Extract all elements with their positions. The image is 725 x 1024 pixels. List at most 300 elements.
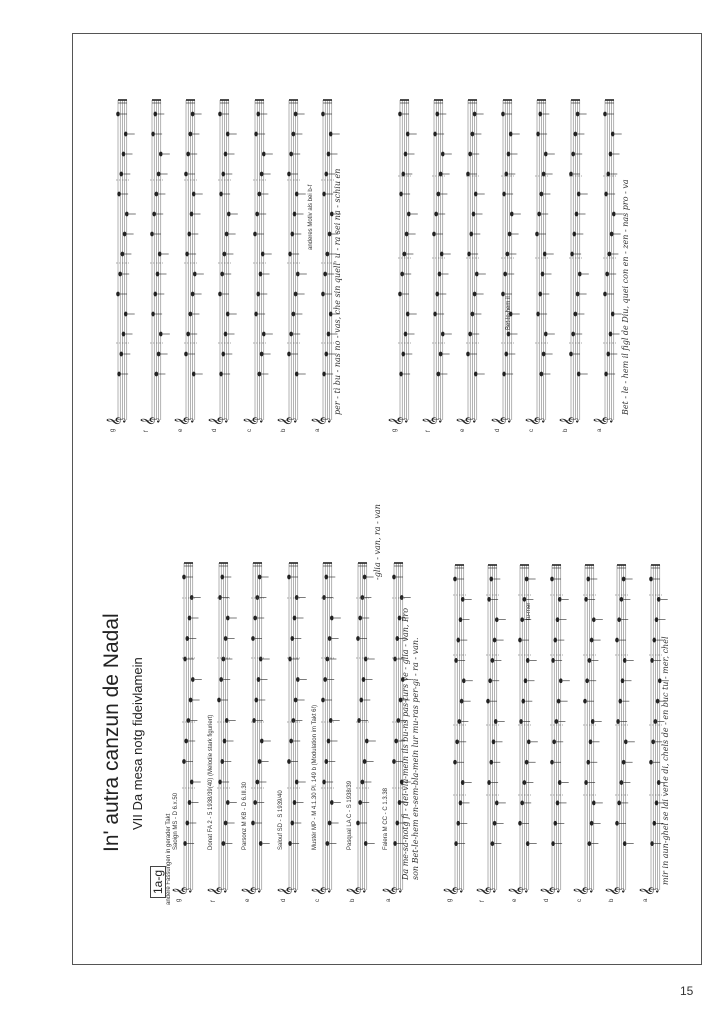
note-head [363, 575, 367, 580]
note-head [459, 801, 463, 806]
note-head [392, 759, 396, 764]
note-head [321, 698, 325, 703]
note-head [120, 352, 124, 357]
note-head [360, 698, 364, 703]
note-head [224, 821, 228, 826]
note-head [584, 597, 588, 602]
note-head [487, 780, 491, 785]
note-head [615, 638, 619, 643]
annotation: tu-mer [526, 602, 532, 620]
note-head [291, 821, 295, 826]
note-head [259, 841, 263, 846]
note-head [159, 152, 163, 157]
note-head [589, 739, 593, 744]
note-head [253, 232, 257, 237]
note-head [189, 132, 193, 137]
note-head [592, 617, 596, 622]
note-head [192, 372, 196, 377]
note-head [289, 332, 293, 337]
note-head [487, 597, 491, 602]
note-head [557, 699, 561, 704]
note-head [605, 272, 609, 277]
note-head [591, 719, 595, 724]
note-head [222, 352, 226, 357]
note-head [190, 780, 194, 785]
treble-clef-icon: 𝄞 [241, 886, 260, 896]
staff [559, 100, 589, 432]
note-head [157, 352, 161, 357]
voice-letter: a [597, 428, 603, 432]
note-head [539, 112, 543, 117]
treble-clef-icon: 𝄞 [207, 886, 226, 896]
note-head [218, 292, 222, 297]
note-head [436, 112, 440, 117]
note-head [657, 780, 661, 785]
note-head [611, 312, 615, 317]
note-head [295, 595, 299, 600]
note-head [125, 212, 129, 217]
treble-clef-icon: 𝄞 [243, 416, 262, 426]
note-head [590, 821, 594, 826]
voice-letter: g [447, 898, 453, 902]
note-head [615, 821, 619, 826]
note-head [588, 658, 592, 663]
note-head [558, 597, 562, 602]
note-head [221, 575, 225, 580]
note-head [569, 352, 573, 357]
note-head [219, 677, 223, 682]
staff [491, 100, 521, 432]
note-head [296, 677, 300, 682]
note-head [124, 132, 128, 137]
note-head [222, 657, 226, 662]
treble-clef-icon: 𝄞 [573, 886, 592, 896]
note-head [467, 252, 471, 257]
staff [243, 100, 273, 432]
voice-letter: b [281, 428, 287, 432]
note-head [124, 312, 128, 317]
note-head [551, 841, 555, 846]
system4 [388, 100, 623, 432]
lyric-line: Bet - le - hem il figl de Diu, quei con en - zen - nas pro - va [621, 179, 630, 415]
note-head [494, 719, 498, 724]
note-head [653, 821, 657, 826]
note-head [363, 759, 367, 764]
note-head [536, 312, 540, 317]
note-head [184, 352, 188, 357]
voice-letter: d [544, 898, 550, 902]
note-head [619, 699, 623, 704]
note-head [503, 272, 507, 277]
note-head [501, 112, 505, 117]
note-head [326, 252, 330, 257]
note-head [257, 292, 261, 297]
note-head [574, 312, 578, 317]
note-head [526, 658, 530, 663]
staff [422, 100, 452, 432]
note-head [524, 678, 528, 683]
voice-letter: e [512, 898, 518, 902]
staff [443, 565, 473, 902]
note-head [402, 352, 406, 357]
note-head [622, 577, 626, 582]
voice-letter: g [110, 428, 116, 432]
note-head [361, 595, 365, 600]
note-head [291, 232, 295, 237]
staff [456, 100, 486, 432]
note-head [294, 112, 298, 117]
staff [605, 565, 635, 902]
note-head [188, 232, 192, 237]
note-head [587, 760, 591, 765]
note-head [328, 232, 332, 237]
page-number: 15 [680, 984, 694, 998]
voice-source-label: Pasqual LA C - S 1938/39 [347, 780, 353, 850]
note-head [454, 658, 458, 663]
note-head [438, 272, 442, 277]
system3 [106, 100, 341, 432]
note-head [191, 677, 195, 682]
note-head [122, 152, 126, 157]
note-head [227, 212, 231, 217]
note-head [454, 841, 458, 846]
note-head [327, 739, 331, 744]
note-head [453, 760, 457, 765]
note-head [474, 372, 478, 377]
note-head [155, 192, 159, 197]
voice-letter: d [212, 428, 218, 432]
note-head [453, 577, 457, 582]
treble-clef-icon: 𝄞 [639, 886, 658, 896]
voice-letter: g [176, 898, 182, 902]
note-head [583, 699, 587, 704]
note-head [491, 658, 495, 663]
note-head [399, 192, 403, 197]
voice-letter: f [211, 900, 217, 902]
note-head [402, 172, 406, 177]
note-head [321, 292, 325, 297]
note-head [191, 112, 195, 117]
note-head [620, 780, 624, 785]
note-head [441, 152, 445, 157]
note-head [295, 192, 299, 197]
note-head [493, 638, 497, 643]
note-head [295, 372, 299, 377]
treble-clef-icon: 𝄞 [208, 416, 227, 426]
note-head [473, 112, 477, 117]
note-head [330, 800, 334, 805]
note-head [120, 172, 124, 177]
note-head [289, 152, 293, 157]
note-head [399, 372, 403, 377]
voice-source-label: Donat FA 2 - 5 1938/39(40) (Melodie stark figuriert) [208, 714, 214, 850]
note-head [617, 617, 621, 622]
treble-clef-icon: 𝄞 [508, 886, 527, 896]
voice-letter: a [643, 898, 649, 902]
voice-letter: f [426, 430, 432, 432]
note-head [617, 801, 621, 806]
note-head [393, 841, 397, 846]
note-head [542, 172, 546, 177]
note-head [537, 212, 541, 217]
note-head [254, 312, 258, 317]
note-head [224, 332, 228, 337]
note-head [461, 597, 465, 602]
note-head [218, 112, 222, 117]
note-head [288, 841, 292, 846]
note-head [588, 841, 592, 846]
note-head [393, 657, 397, 662]
note-head [121, 252, 125, 257]
staff [593, 100, 623, 432]
note-head [623, 841, 627, 846]
staff [540, 565, 570, 902]
note-head [262, 152, 266, 157]
note-head [323, 272, 327, 277]
note-head [256, 780, 260, 785]
note-head [222, 841, 226, 846]
note-head [406, 132, 410, 137]
note-head [254, 132, 258, 137]
note-head [468, 332, 472, 337]
note-head [260, 739, 264, 744]
note-head [544, 332, 548, 337]
staff [208, 100, 238, 432]
note-head [404, 332, 408, 337]
note-head [508, 232, 512, 237]
note-head [118, 272, 122, 277]
voice-letter: f [480, 900, 486, 902]
note-head [609, 332, 613, 337]
note-head [610, 232, 614, 237]
note-head [621, 678, 625, 683]
note-head [184, 739, 188, 744]
note-head [461, 780, 465, 785]
note-head [405, 232, 409, 237]
note-head [219, 372, 223, 377]
voice-letter: c [577, 899, 583, 902]
note-head [592, 801, 596, 806]
note-head [505, 172, 509, 177]
note-head [182, 575, 186, 580]
note-head [158, 252, 162, 257]
note-head [518, 638, 522, 643]
note-head [523, 780, 527, 785]
note-head [506, 252, 510, 257]
treble-clef-icon: 𝄞 [311, 416, 330, 426]
voice-letter: d [495, 428, 501, 432]
note-head [189, 698, 193, 703]
note-head [325, 759, 329, 764]
treble-clef-icon: 𝄞 [540, 886, 559, 896]
note-head [550, 577, 554, 582]
note-head [472, 212, 476, 217]
note-head [404, 152, 408, 157]
note-head [293, 800, 297, 805]
note-head [584, 780, 588, 785]
note-head [510, 212, 514, 217]
note-head [186, 332, 190, 337]
treble-clef-icon: 𝄞 [277, 886, 296, 896]
staff [525, 100, 555, 432]
note-head [432, 232, 436, 237]
note-head [550, 760, 554, 765]
note-head [462, 678, 466, 683]
note-head [441, 332, 445, 337]
note-head [189, 312, 193, 317]
page-title: In' autra canzun de Nadal [100, 613, 123, 852]
note-head [288, 252, 292, 257]
note-head [185, 252, 189, 257]
note-head [182, 759, 186, 764]
voice-source-label: Parsonz M KB - D 6.III.30 [242, 781, 248, 850]
note-head [574, 132, 578, 137]
note-head [253, 800, 257, 805]
treble-clef-icon: 𝄞 [106, 416, 125, 426]
staff [573, 565, 603, 902]
lyric-line: son Bet-le-hem en-sem-bla-mein lur mu-ras per-gi - ra - van. [411, 637, 420, 880]
note-head [223, 739, 227, 744]
staff [277, 100, 307, 432]
note-head [151, 312, 155, 317]
staff [388, 100, 418, 432]
staff [172, 563, 202, 902]
note-head [251, 636, 255, 641]
note-head [608, 252, 612, 257]
note-head [159, 332, 163, 337]
note-head [490, 577, 494, 582]
note-head [362, 677, 366, 682]
note-head [495, 801, 499, 806]
note-head [259, 272, 263, 277]
note-head [436, 292, 440, 297]
note-head [218, 780, 222, 785]
note-head [251, 821, 255, 826]
note-head [398, 112, 402, 117]
note-head [492, 739, 496, 744]
note-head [518, 821, 522, 826]
note-head [437, 372, 441, 377]
note-head [460, 699, 464, 704]
note-head [218, 595, 222, 600]
note-head [157, 172, 161, 177]
note-head [604, 192, 608, 197]
note-head [224, 636, 228, 641]
note-head [190, 212, 194, 217]
note-head [327, 332, 331, 337]
voice-letter: a [386, 898, 392, 902]
treble-clef-icon: 𝄞 [559, 416, 578, 426]
note-head [322, 780, 326, 785]
note-head [325, 352, 329, 357]
note-head [291, 636, 295, 641]
note-head [603, 112, 607, 117]
section-tag: 1a-g [150, 866, 166, 898]
note-head [192, 192, 196, 197]
note-head [556, 801, 560, 806]
note-head [258, 192, 262, 197]
note-head [225, 232, 229, 237]
note-head [655, 617, 659, 622]
note-head [221, 759, 225, 764]
note-head [604, 372, 608, 377]
note-head [183, 841, 187, 846]
note-head [226, 312, 230, 317]
note-head [150, 232, 154, 237]
note-head [293, 616, 297, 621]
note-head [322, 595, 326, 600]
note-head [577, 192, 581, 197]
note-head [552, 739, 556, 744]
note-head [556, 617, 560, 622]
note-head [323, 677, 327, 682]
note-head [184, 172, 188, 177]
note-head [260, 172, 264, 177]
voice-letter: g [392, 428, 398, 432]
note-head [190, 595, 194, 600]
note-head [455, 739, 459, 744]
treble-clef-icon: 𝄞 [140, 416, 159, 426]
note-head [539, 292, 543, 297]
voice-letter: b [563, 428, 569, 432]
note-head [501, 292, 505, 297]
note-head [394, 739, 398, 744]
note-head [569, 172, 573, 177]
staff [508, 565, 538, 902]
note-head [587, 577, 591, 582]
note-head [223, 252, 227, 257]
voice-letter: c [247, 429, 253, 432]
note-head [507, 152, 511, 157]
treble-clef-icon: 𝄞 [593, 416, 612, 426]
note-head [541, 272, 545, 277]
note-head [502, 192, 506, 197]
note-head [287, 352, 291, 357]
note-head [649, 760, 653, 765]
note-head [186, 152, 190, 157]
note-head [459, 617, 463, 622]
note-head [470, 232, 474, 237]
note-head [116, 112, 120, 117]
note-head [296, 272, 300, 277]
note-head [356, 636, 360, 641]
note-head [555, 719, 559, 724]
note-head [527, 739, 531, 744]
note-head [471, 312, 475, 317]
note-head [403, 252, 407, 257]
staff [241, 563, 271, 902]
note-head [490, 760, 494, 765]
voice-source-label: Falera M CC - C 1.3.38 [383, 787, 389, 850]
note-head [330, 616, 334, 621]
system2 [443, 565, 669, 902]
treble-clef-icon: 𝄞 [422, 416, 441, 426]
note-head [540, 372, 544, 377]
note-head [116, 292, 120, 297]
note-head [590, 638, 594, 643]
note-head [258, 575, 262, 580]
note-head [505, 352, 509, 357]
voice-letter: e [460, 428, 466, 432]
note-head [554, 821, 558, 826]
note-head [491, 841, 495, 846]
note-head [573, 232, 577, 237]
treble-clef-icon: 𝄞 [311, 886, 330, 896]
note-head [616, 719, 620, 724]
note-head [122, 332, 126, 337]
note-head [554, 638, 558, 643]
staff [346, 563, 376, 902]
